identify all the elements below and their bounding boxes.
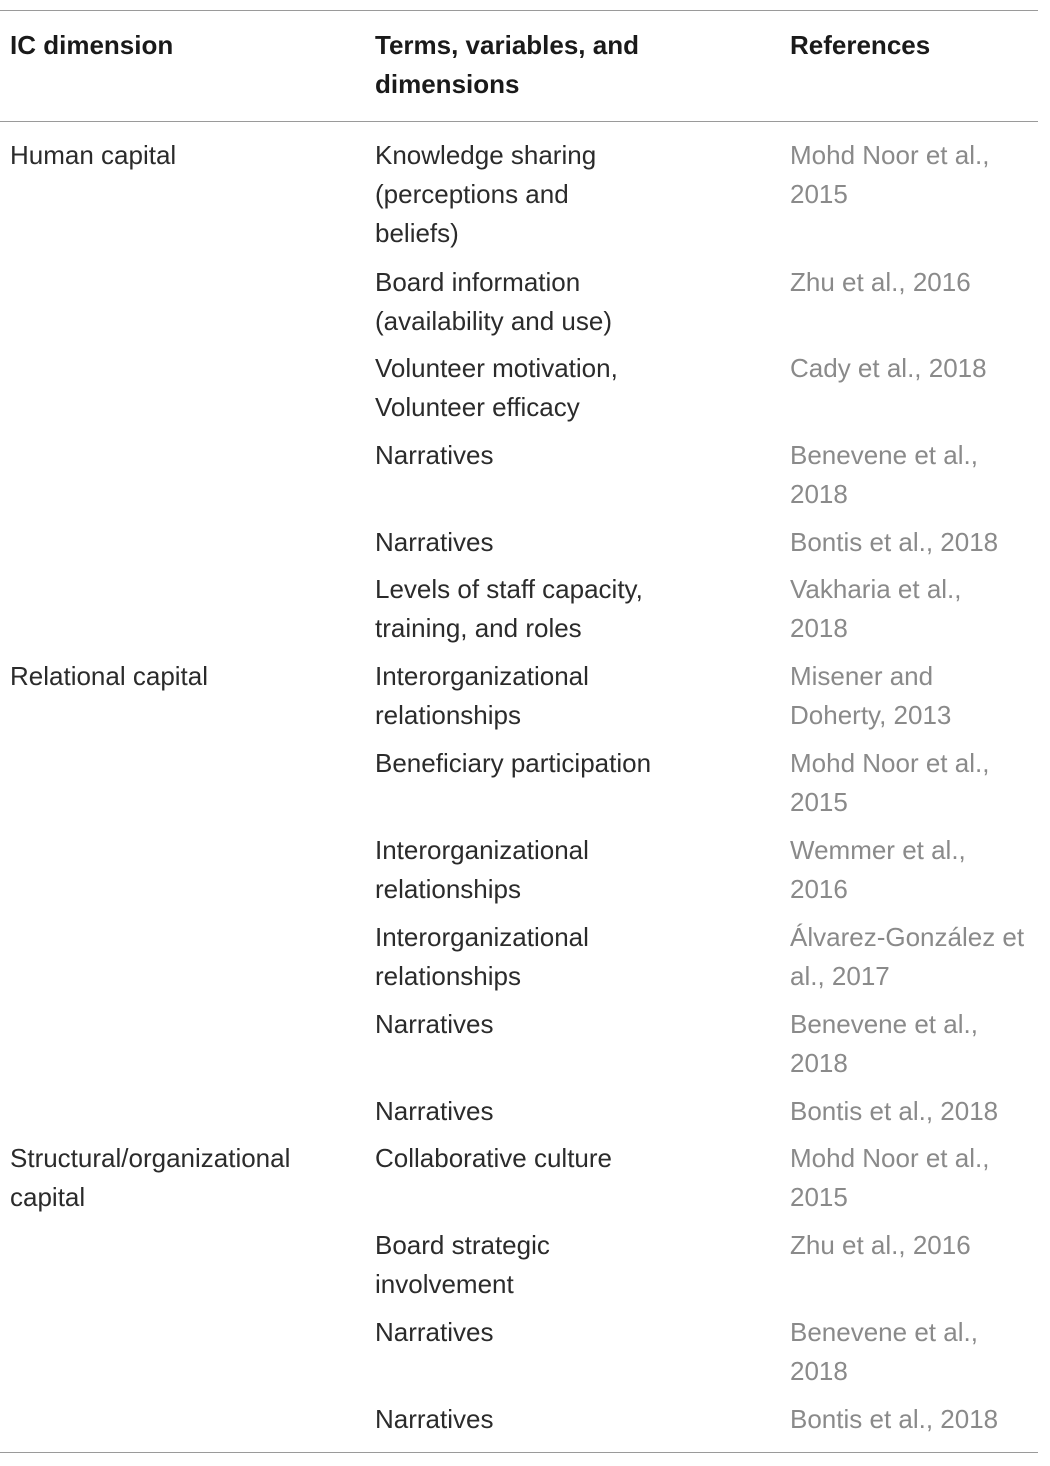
row-reference: Benevene et al., 2018 xyxy=(790,1317,978,1386)
row-terms: Board information (availability and use) xyxy=(375,267,613,336)
row-terms: Narratives xyxy=(375,1404,494,1434)
row-terms: Narratives xyxy=(375,1317,494,1347)
row-terms: Volunteer motivation, Volunteer efficacy xyxy=(375,353,618,422)
table-row xyxy=(0,1139,1038,1226)
row-terms: Narratives xyxy=(375,527,494,557)
row-reference: Bontis et al., 2018 xyxy=(790,1096,999,1126)
table-row xyxy=(0,1226,1038,1313)
table-row xyxy=(0,349,1038,436)
table-row xyxy=(0,657,1038,744)
row-reference: Álvarez-González et al., 2017 xyxy=(790,922,1025,991)
row-terms: Board strategic involvement xyxy=(375,1230,550,1299)
row-reference: Bontis et al., 2018 xyxy=(790,1404,999,1434)
table-row xyxy=(0,918,1038,1005)
row-dimension: Structural/organizational capital xyxy=(10,1143,291,1212)
row-reference: Misener and Doherty, 2013 xyxy=(790,661,952,730)
row-reference: Mohd Noor et al., 2015 xyxy=(790,1143,990,1212)
table-row xyxy=(0,523,1038,570)
table-row xyxy=(0,831,1038,918)
table-top-rule xyxy=(0,10,1038,11)
row-reference: Vakharia et al., 2018 xyxy=(790,574,962,643)
table-row xyxy=(0,744,1038,831)
row-reference: Mohd Noor et al., 2015 xyxy=(790,748,990,817)
row-reference: Zhu et al., 2016 xyxy=(790,267,971,297)
table-row xyxy=(0,263,1038,349)
header-ic-dimension: IC dimension xyxy=(10,30,174,60)
table-row xyxy=(0,436,1038,523)
table-row xyxy=(0,136,1038,263)
row-reference: Benevene et al., 2018 xyxy=(790,1009,978,1078)
row-terms: Knowledge sharing (perceptions and beliefs) xyxy=(375,140,597,248)
header-references: References xyxy=(790,30,931,60)
row-terms: Interorganizational relationships xyxy=(375,922,589,991)
row-reference: Cady et al., 2018 xyxy=(790,353,987,383)
row-reference: Mohd Noor et al., 2015 xyxy=(790,140,990,209)
table-header-rule xyxy=(0,121,1038,122)
row-terms: Interorganizational relationships xyxy=(375,661,589,730)
row-terms: Levels of staff capacity, training, and roles xyxy=(375,574,643,643)
table-body xyxy=(0,136,1038,1447)
header-terms: Terms, variables, and dimensions xyxy=(375,30,639,99)
row-reference: Zhu et al., 2016 xyxy=(790,1230,971,1260)
row-reference: Benevene et al., 2018 xyxy=(790,440,978,509)
row-reference: Wemmer et al., 2016 xyxy=(790,835,966,904)
row-reference: Bontis et al., 2018 xyxy=(790,527,999,557)
row-terms: Narratives xyxy=(375,1009,494,1039)
row-dimension: Relational capital xyxy=(10,661,209,691)
row-terms: Beneficiary participation xyxy=(375,748,652,778)
row-dimension: Human capital xyxy=(10,140,177,170)
row-terms: Narratives xyxy=(375,440,494,470)
table-row xyxy=(0,1005,1038,1092)
row-terms: Narratives xyxy=(375,1096,494,1126)
table-row xyxy=(0,570,1038,657)
row-terms: Interorganizational relationships xyxy=(375,835,589,904)
table-row xyxy=(0,1400,1038,1447)
table-row xyxy=(0,1313,1038,1400)
row-terms: Collaborative culture xyxy=(375,1143,613,1173)
table-row xyxy=(0,1092,1038,1139)
table-bottom-rule xyxy=(0,1452,1038,1453)
